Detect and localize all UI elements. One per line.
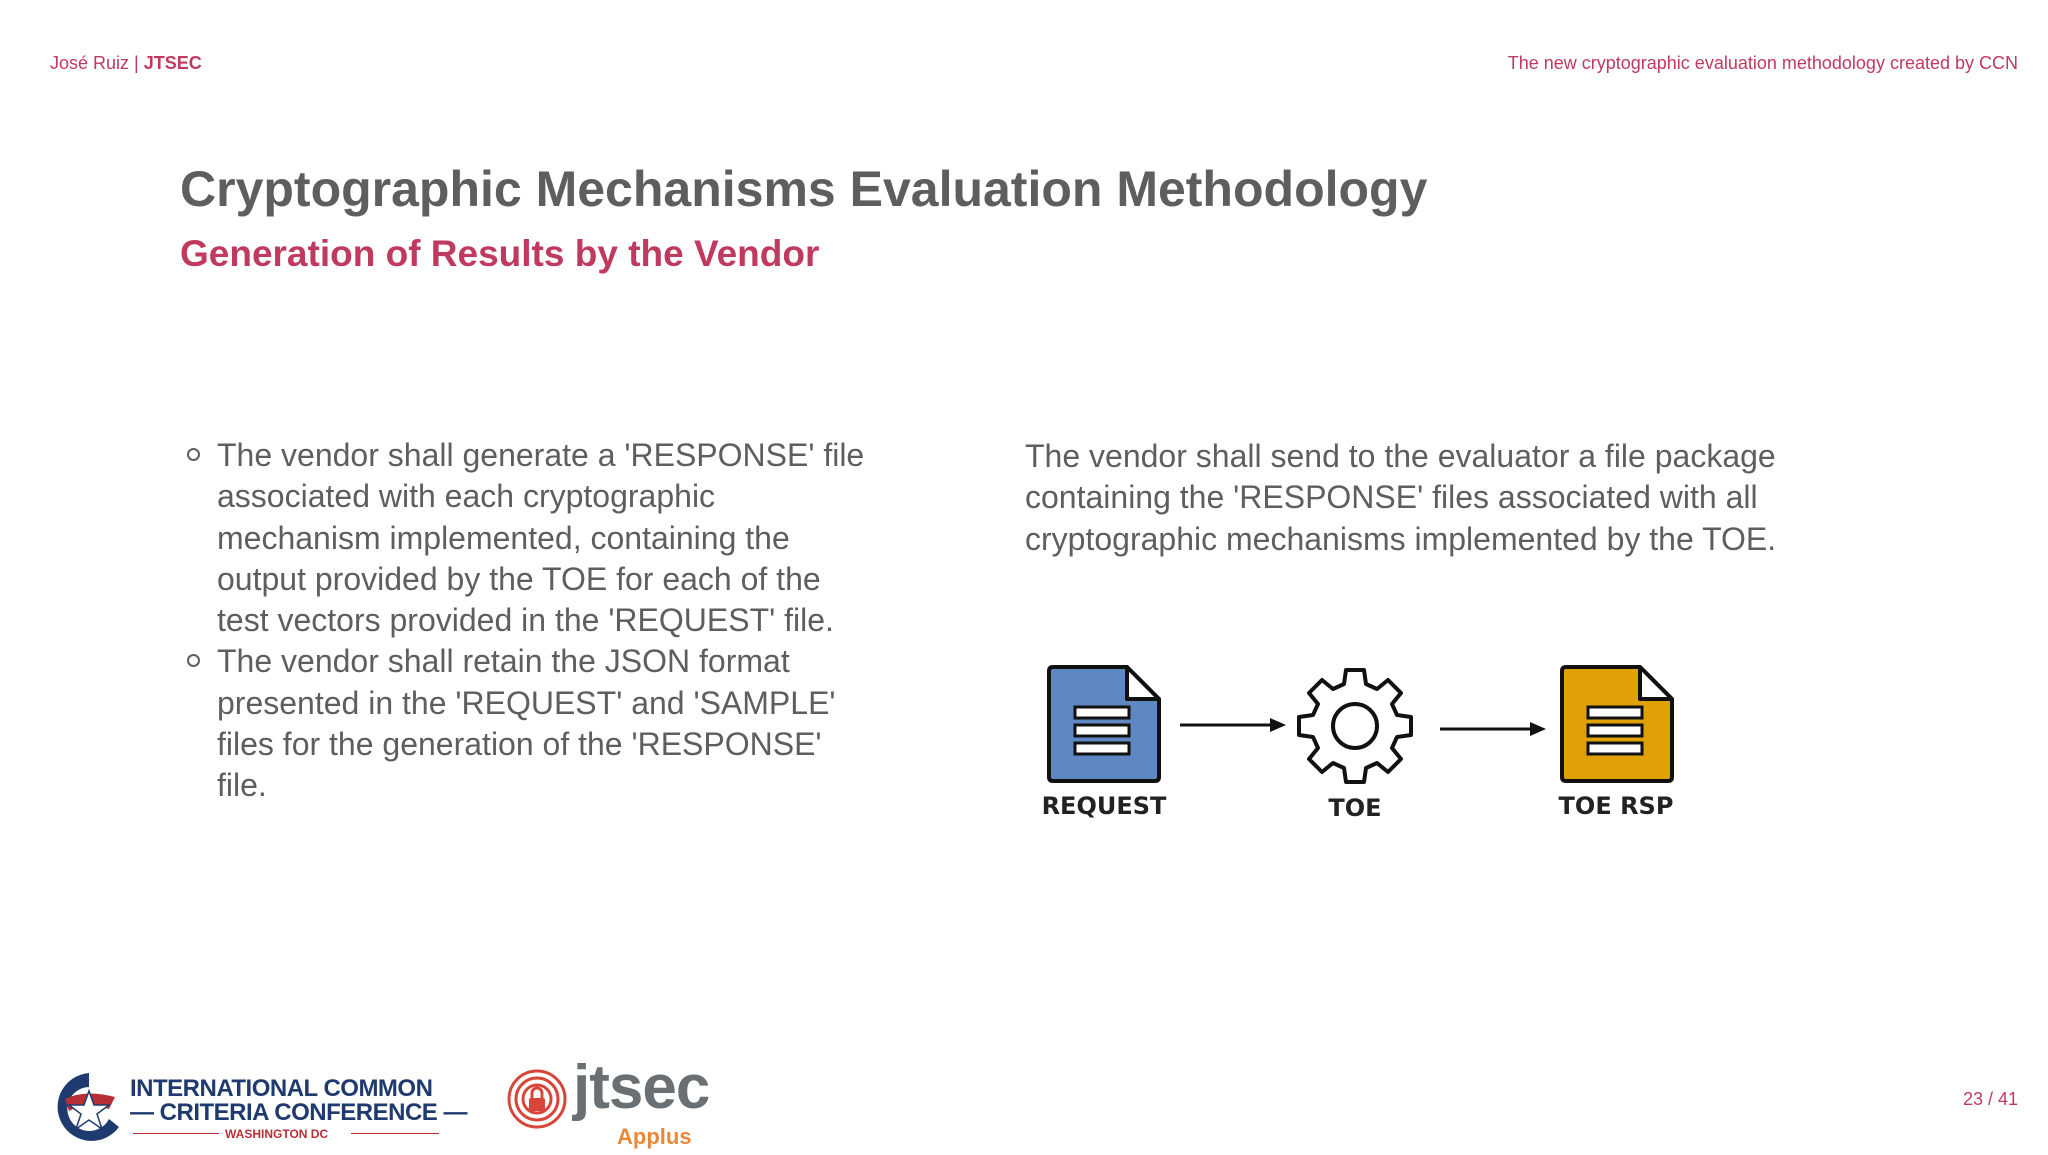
bullet-circle-icon	[187, 654, 200, 667]
page-number: 23 / 41	[1962, 1089, 2018, 1109]
gear-icon	[1295, 666, 1415, 786]
author-org: JTSEC	[143, 53, 202, 73]
applus-wordmark: Applus	[617, 1124, 692, 1149]
bullet-item	[185, 435, 865, 641]
bullet-text: The vendor shall generate a 'RESPONSE' file associated with each cryptographic mechanism implemented, containing the output provided by the TOE for each of the test vectors provided in the 'REQUEST' file.	[217, 437, 865, 639]
flow-diagram	[1030, 660, 1690, 830]
arrow-right-icon	[1178, 715, 1288, 735]
toe-label: TOE	[1328, 794, 1382, 822]
jtsec-wordmark: jtsec	[573, 1053, 710, 1122]
iccc-line3: WASHINGTON DC	[225, 1127, 329, 1141]
presentation-title: The new cryptographic evaluation methodology created by CCN	[1507, 53, 2018, 73]
toe-rsp-document-icon	[1558, 665, 1676, 785]
jtsec-logo	[505, 1053, 725, 1152]
header-separator: |	[129, 53, 144, 73]
bullet-text: The vendor shall retain the JSON format presented in the 'REQUEST' and 'SAMPLE' files for the generation of the 'RESPONSE' file.	[217, 643, 836, 804]
slide-title: Cryptographic Mechanisms Evaluation Methodology	[180, 161, 1428, 217]
arrow-right-icon	[1438, 719, 1548, 739]
slide-subtitle: Generation of Results by the Vendor	[180, 233, 820, 274]
right-paragraph: The vendor shall send to the evaluator a file package containing the 'RESPONSE' files associated with all cryptographic mechanisms implemented by the TOE.	[1025, 438, 1777, 557]
fingerprint-lock-icon	[505, 1062, 569, 1136]
iccc-rule-left	[133, 1133, 219, 1134]
bullet-circle-icon	[187, 448, 200, 461]
iccc-rule-right	[351, 1133, 439, 1134]
header-author	[50, 53, 202, 74]
author-name: José Ruiz	[50, 53, 130, 73]
bullet-list-container	[185, 435, 865, 807]
iccc-line2: — CRITERIA CONFERENCE —	[130, 1099, 467, 1126]
iccc-logo	[55, 1065, 467, 1155]
star-emblem-icon	[55, 1069, 123, 1149]
request-document-icon	[1045, 665, 1163, 785]
bullet-list	[185, 435, 865, 807]
iccc-line1: INTERNATIONAL COMMON	[130, 1075, 433, 1102]
toe-rsp-label: TOE RSP	[1558, 792, 1674, 820]
request-label: REQUEST	[1041, 792, 1167, 820]
bullet-item	[185, 641, 865, 806]
